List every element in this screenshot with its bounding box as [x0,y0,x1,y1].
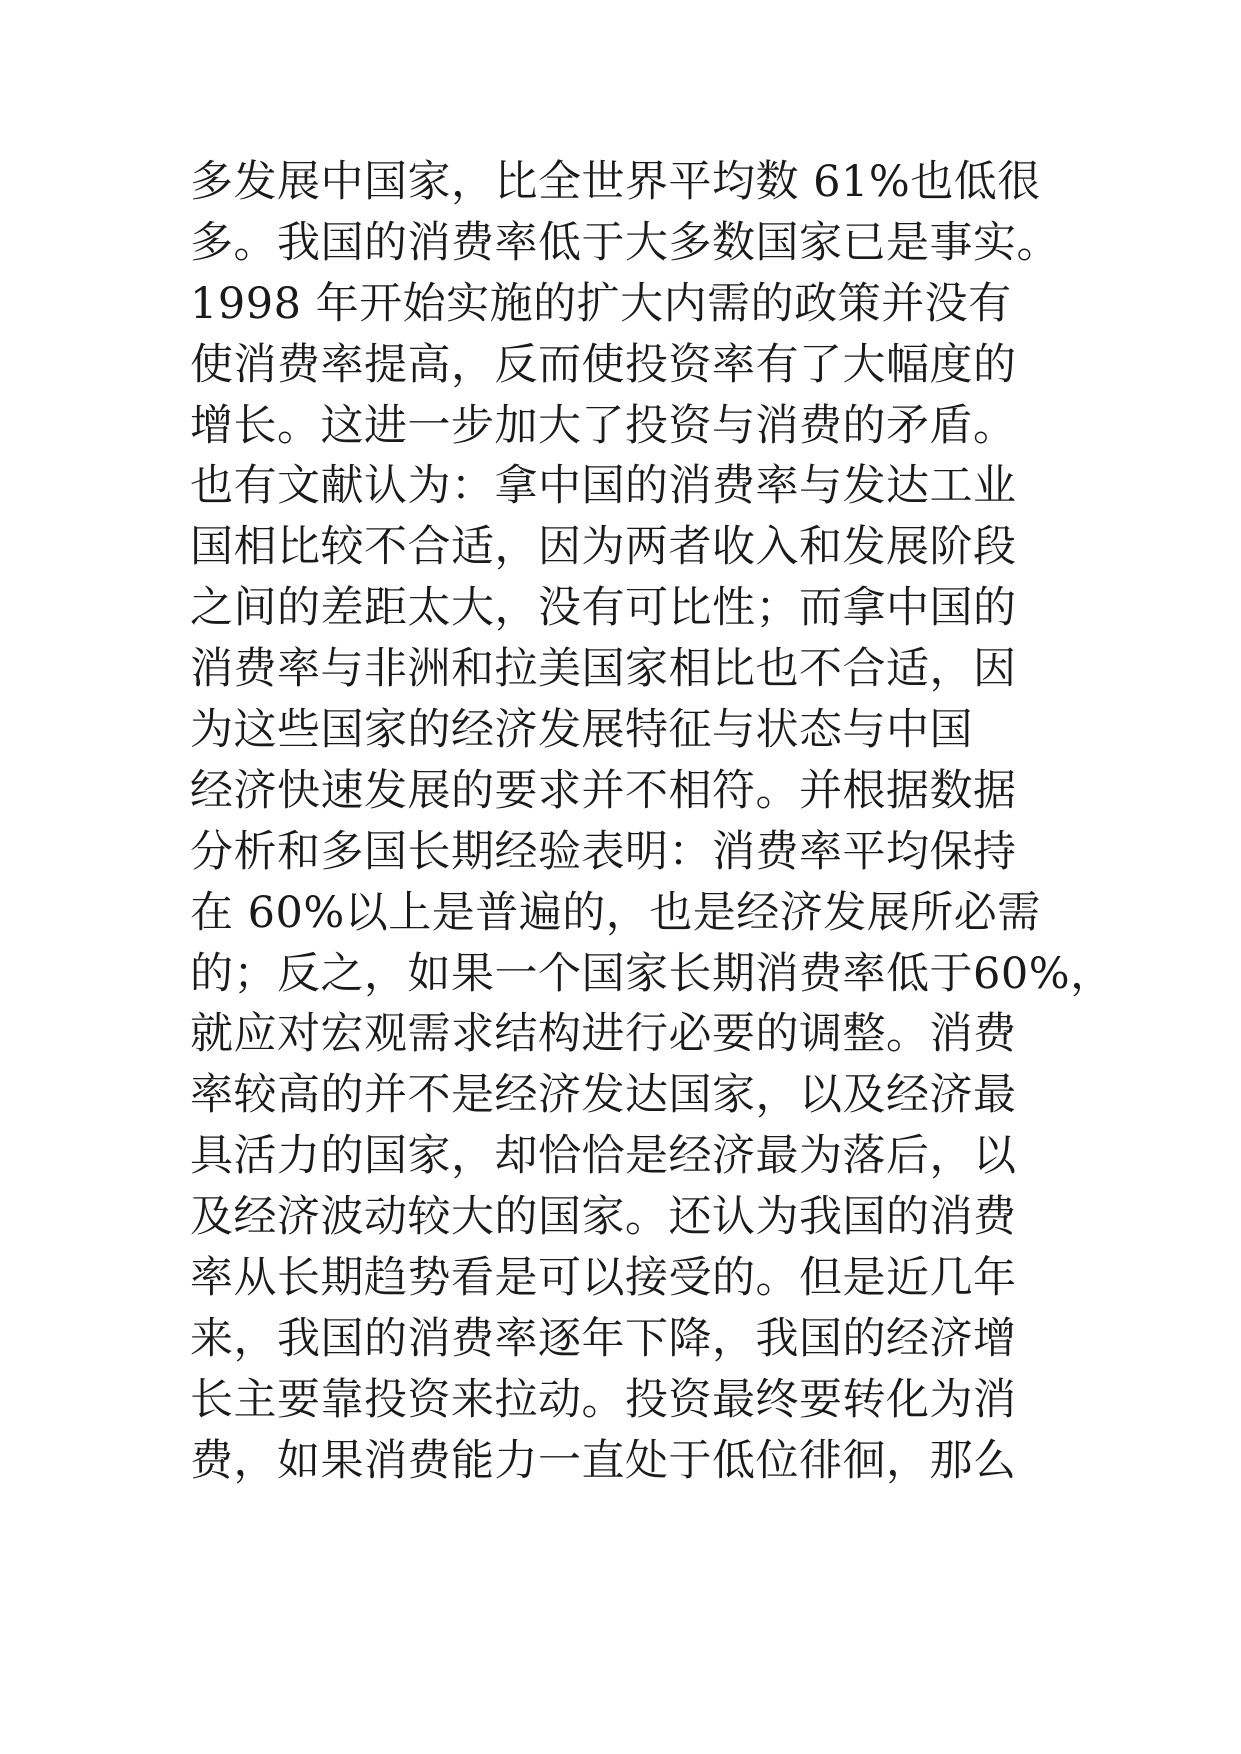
text-line: 消费率与非洲和拉美国家相比也不合适，因 [190,644,1017,695]
text-line: 分析和多国长期经验表明：消费率平均保持 [190,826,1017,877]
text-line: 之间的差距太大，没有可比性；而拿中国的 [190,583,1017,634]
text-line: 经济快速发展的要求并不相符。并根据数据 [190,765,1017,816]
text-line: 国相比较不合适，因为两者收入和发展阶段 [190,522,1017,573]
text-line: 为这些国家的经济发展特征与状态与中国 [190,705,973,756]
text-line: 也有文献认为：拿中国的消费率与发达工业 [190,461,1017,512]
text-line: 就应对宏观需求结构进行必要的调整。消费 [190,1009,1017,1060]
text-line: 多发展中国家，比全世界平均数 61%也低很 [190,157,1041,207]
text-line: 长主要靠投资来拉动。投资最终要转化为消 [190,1374,1017,1425]
text-line: 费，如果消费能力一直处于低位徘徊，那么 [190,1435,1017,1486]
text-line: 增长。这进一步加大了投资与消费的矛盾。 [190,400,1017,451]
text-line: 使消费率提高，反而使投资率有了大幅度的 [190,339,1017,390]
text-line: 具活力的国家，却恰恰是经济最为落后，以 [190,1131,1017,1182]
text-line: 多。我国的消费率低于大多数国家已是事实。 [190,217,1060,268]
text-line: 1998 年开始实施的扩大内需的政策并没有 [190,278,1012,329]
text-line: 的；反之，如果一个国家长期消费率低于60%， [190,948,1114,999]
text-line: 及经济波动较大的国家。还认为我国的消费 [190,1192,1017,1243]
text-line: 率较高的并不是经济发达国家，以及经济最 [190,1070,1017,1121]
text-line: 率从长期趋势看是可以接受的。但是近几年 [190,1253,1017,1304]
text-line: 在 60%以上是普遍的，也是经济发展所必需 [190,887,1041,938]
text-line: 来，我国的消费率逐年下降，我国的经济增 [190,1313,1017,1364]
body-text [190,152,1114,1492]
